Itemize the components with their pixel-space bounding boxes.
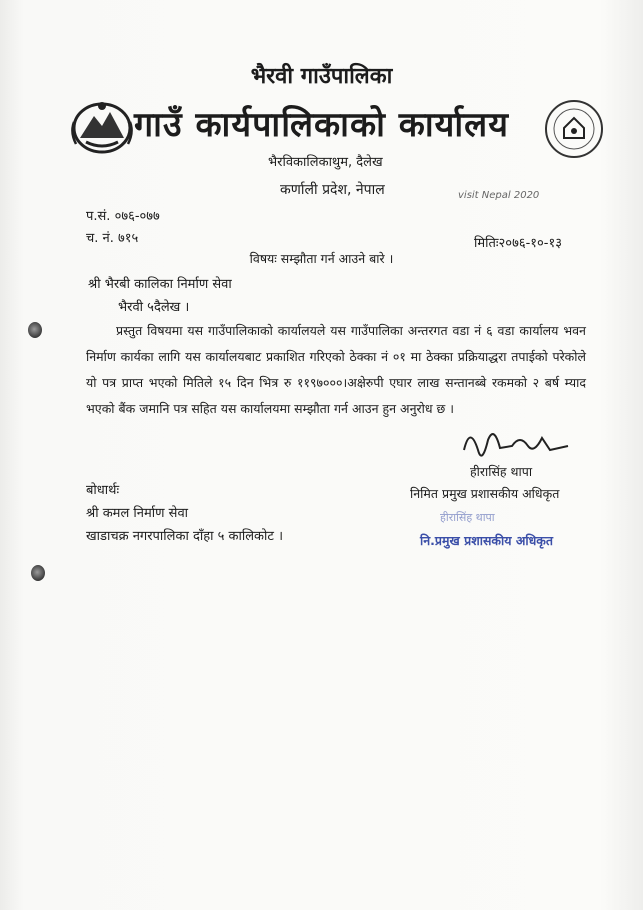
signer-title: निमित प्रमुख प्रशासकीय अधिकृत (410, 486, 560, 501)
recipient-name: श्री भैरबी कालिका निर्माण सेवा (88, 277, 232, 292)
letter-body: प्रस्तुत विषयमा यस गाउँपालिकाको कार्यालयले यस गाउँपालिका अन्तरगत वडा नं ६ वडा कार्यालय भवन निर्माण कार्यका लागि यस कार्यालयबाट प्रकाशित गरिएको ठेक्का नं ०१ मा ठेक्का प्रक्रियाद्धरा तपाईको परेकोले यो पत्र प्राप्त भएको मितिले १५ दिन भित्र रु ११९७०००।अक्षेरुपी एघार लाख सन्तानब्बे रकमको २ बर्ष म्याद भएको बैंक जमानि पत्र सहित यस कार्यालयमा सम्झौता गर्न आउन हुन अनुरोध छ । (86, 323, 586, 416)
address-line-2: कर्णाली प्रदेश, नेपाल (280, 182, 385, 198)
recipient-address: भैरवी ५दैलेख । (118, 300, 190, 315)
cc-name: श्री कमल निर्माण सेवा (86, 506, 189, 521)
office-title: गाउँ कार्यपालिकाको कार्यालय (134, 105, 509, 145)
letter-date: मितिः२०७६-१०-१३ (474, 236, 563, 251)
visit-nepal-logo: visit Nepal 2020 (458, 190, 540, 201)
punch-hole-bottom (31, 565, 45, 581)
dispatch-number: च. नं. ७१५ (86, 231, 139, 246)
stamp-name: हीरासिंह थापा (440, 511, 495, 524)
stamp-title: नि.प्रमुख प्रशासकीय अधिकृत (420, 533, 554, 548)
cc-address: खाडाचक्र नगरपालिका दाँहा ५ कालिकोट । (86, 529, 284, 544)
address-line-1: भैरविकालिकाथुम, दैलेख (268, 155, 383, 170)
cc-label: बोधार्थः (86, 483, 120, 498)
punch-hole-top (28, 322, 42, 338)
municipality-name: भैरवी गाउँपालिका (250, 64, 393, 89)
fiscal-year: प.सं. ०७६-०७७ (86, 209, 160, 224)
signer-name: हीरासिंह थापा (470, 464, 533, 479)
letter-subject: विषयः सम्झौता गर्न आउने बारे । (249, 251, 394, 266)
